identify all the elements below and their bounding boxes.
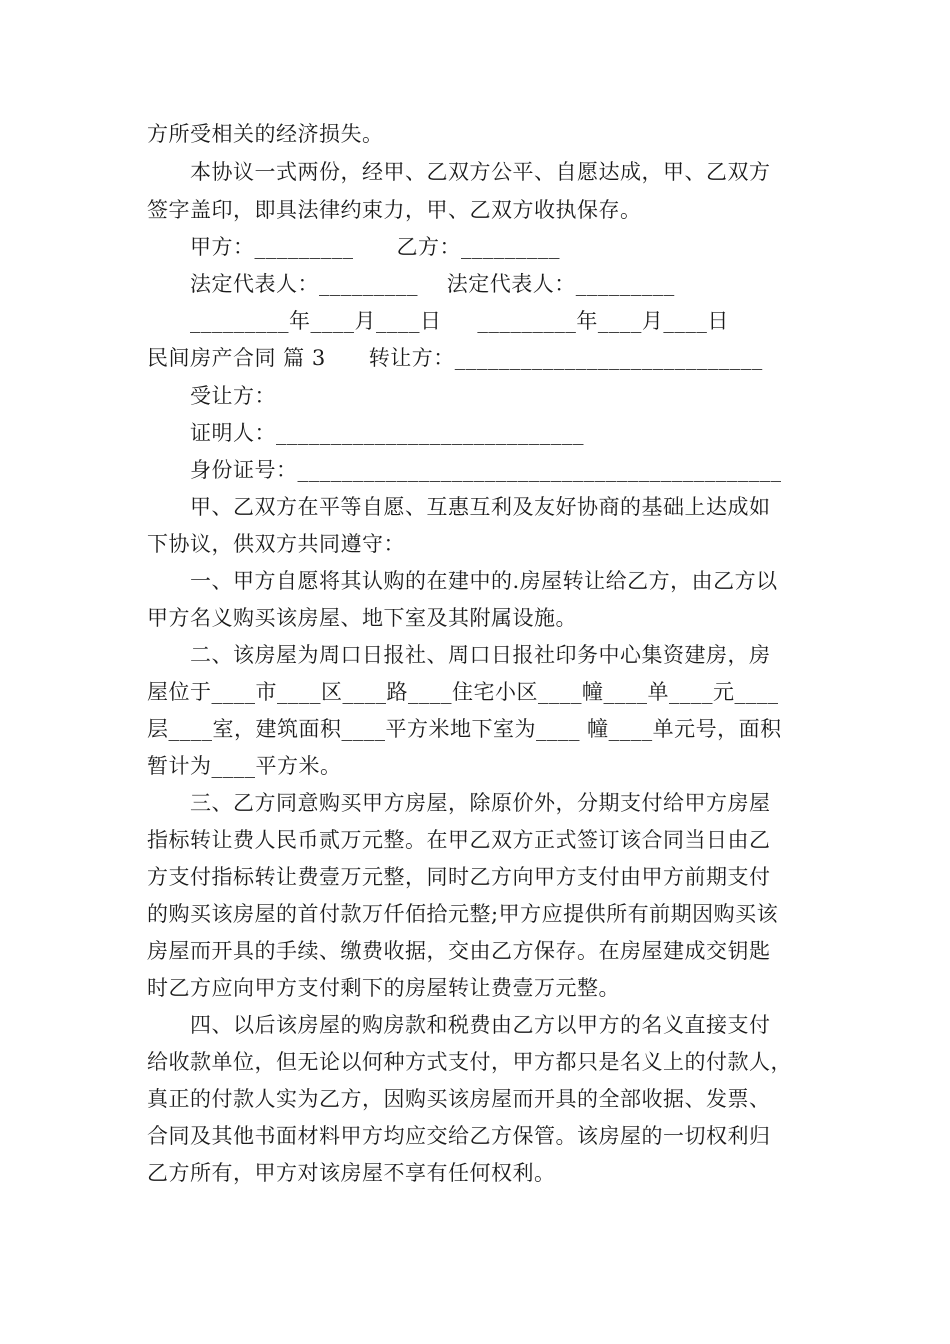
text-line: 一、甲方自愿将其认购的在建中的.房屋转让给乙方，由乙方以 [190,569,778,593]
text-line: 乙方所有，甲方对该房屋不享有任何权利。 [147,1161,556,1185]
text-line: 真正的付款人实为乙方，因购买该房屋而开具的全部收据、发票、 [147,1087,771,1111]
text-line: 给收款单位，但无论以何种方式支付，甲方都只是名义上的付款人， [147,1050,792,1074]
text-line: 甲方名义购买该房屋、地下室及其附属设施。 [147,606,577,630]
text-line: 三、乙方同意购买甲方房屋，除原价外，分期支付给甲方房屋 [190,791,771,815]
text-line: 下协议，供双方共同遵守： [147,532,405,556]
text-line: 本协议一式两份，经甲、乙双方公平、自愿达成，甲、乙双方 [190,160,771,184]
text-line: 层____室，建筑面积____平方米地下室为____ 幢____单元号，面积 [147,717,782,741]
text-line: 证明人：____________________________ [190,421,584,445]
text-line: 屋位于____市____区____路____住宅小区____幢____单____元____ [147,680,779,704]
text-line: 方支付指标转让费壹万元整，同时乙方向甲方支付由甲方前期支付 [147,865,771,889]
text-line: 暂计为____平方米。 [147,754,342,778]
text-line: 四、以后该房屋的购房款和税费由乙方以甲方的名义直接支付 [190,1013,771,1037]
text-line: 签字盖印，即具法律约束力，甲、乙双方收执保存。 [147,198,642,222]
text-line: 的购买该房屋的首付款万仟佰拾元整;甲方应提供所有前期因购买该 [147,902,779,926]
signature-line-representatives: 法定代表人：_________ 法定代表人：_________ [190,272,675,296]
text-line: 甲、乙双方在平等自愿、互惠互利及友好协商的基础上达成如 [190,495,771,519]
text-line: 受让方： [190,384,276,408]
signature-line-parties: 甲方：_________ 乙方：_________ [190,235,561,259]
section-heading: 民间房产合同 篇 3 转让方：____________________________ [147,346,763,370]
text-line: 方所受相关的经济损失。 [147,122,384,146]
text-line: 合同及其他书面材料甲方均应交给乙方保管。该房屋的一切权利归 [147,1124,771,1148]
signature-line-dates: _________年____月____日 _________年____月____日 [190,309,729,333]
text-line: 指标转让费人民币贰万元整。在甲乙双方正式签订该合同当日由乙 [147,828,771,852]
text-line: 房屋而开具的手续、缴费收据，交由乙方保存。在房屋建成交钥匙 [147,939,771,963]
text-line: 身份证号：____________________________________________ [190,458,782,482]
text-line: 二、该房屋为周口日报社、周口日报社印务中心集资建房，房 [190,643,771,667]
text-line: 时乙方应向甲方支付剩下的房屋转让费壹万元整。 [147,976,620,1000]
